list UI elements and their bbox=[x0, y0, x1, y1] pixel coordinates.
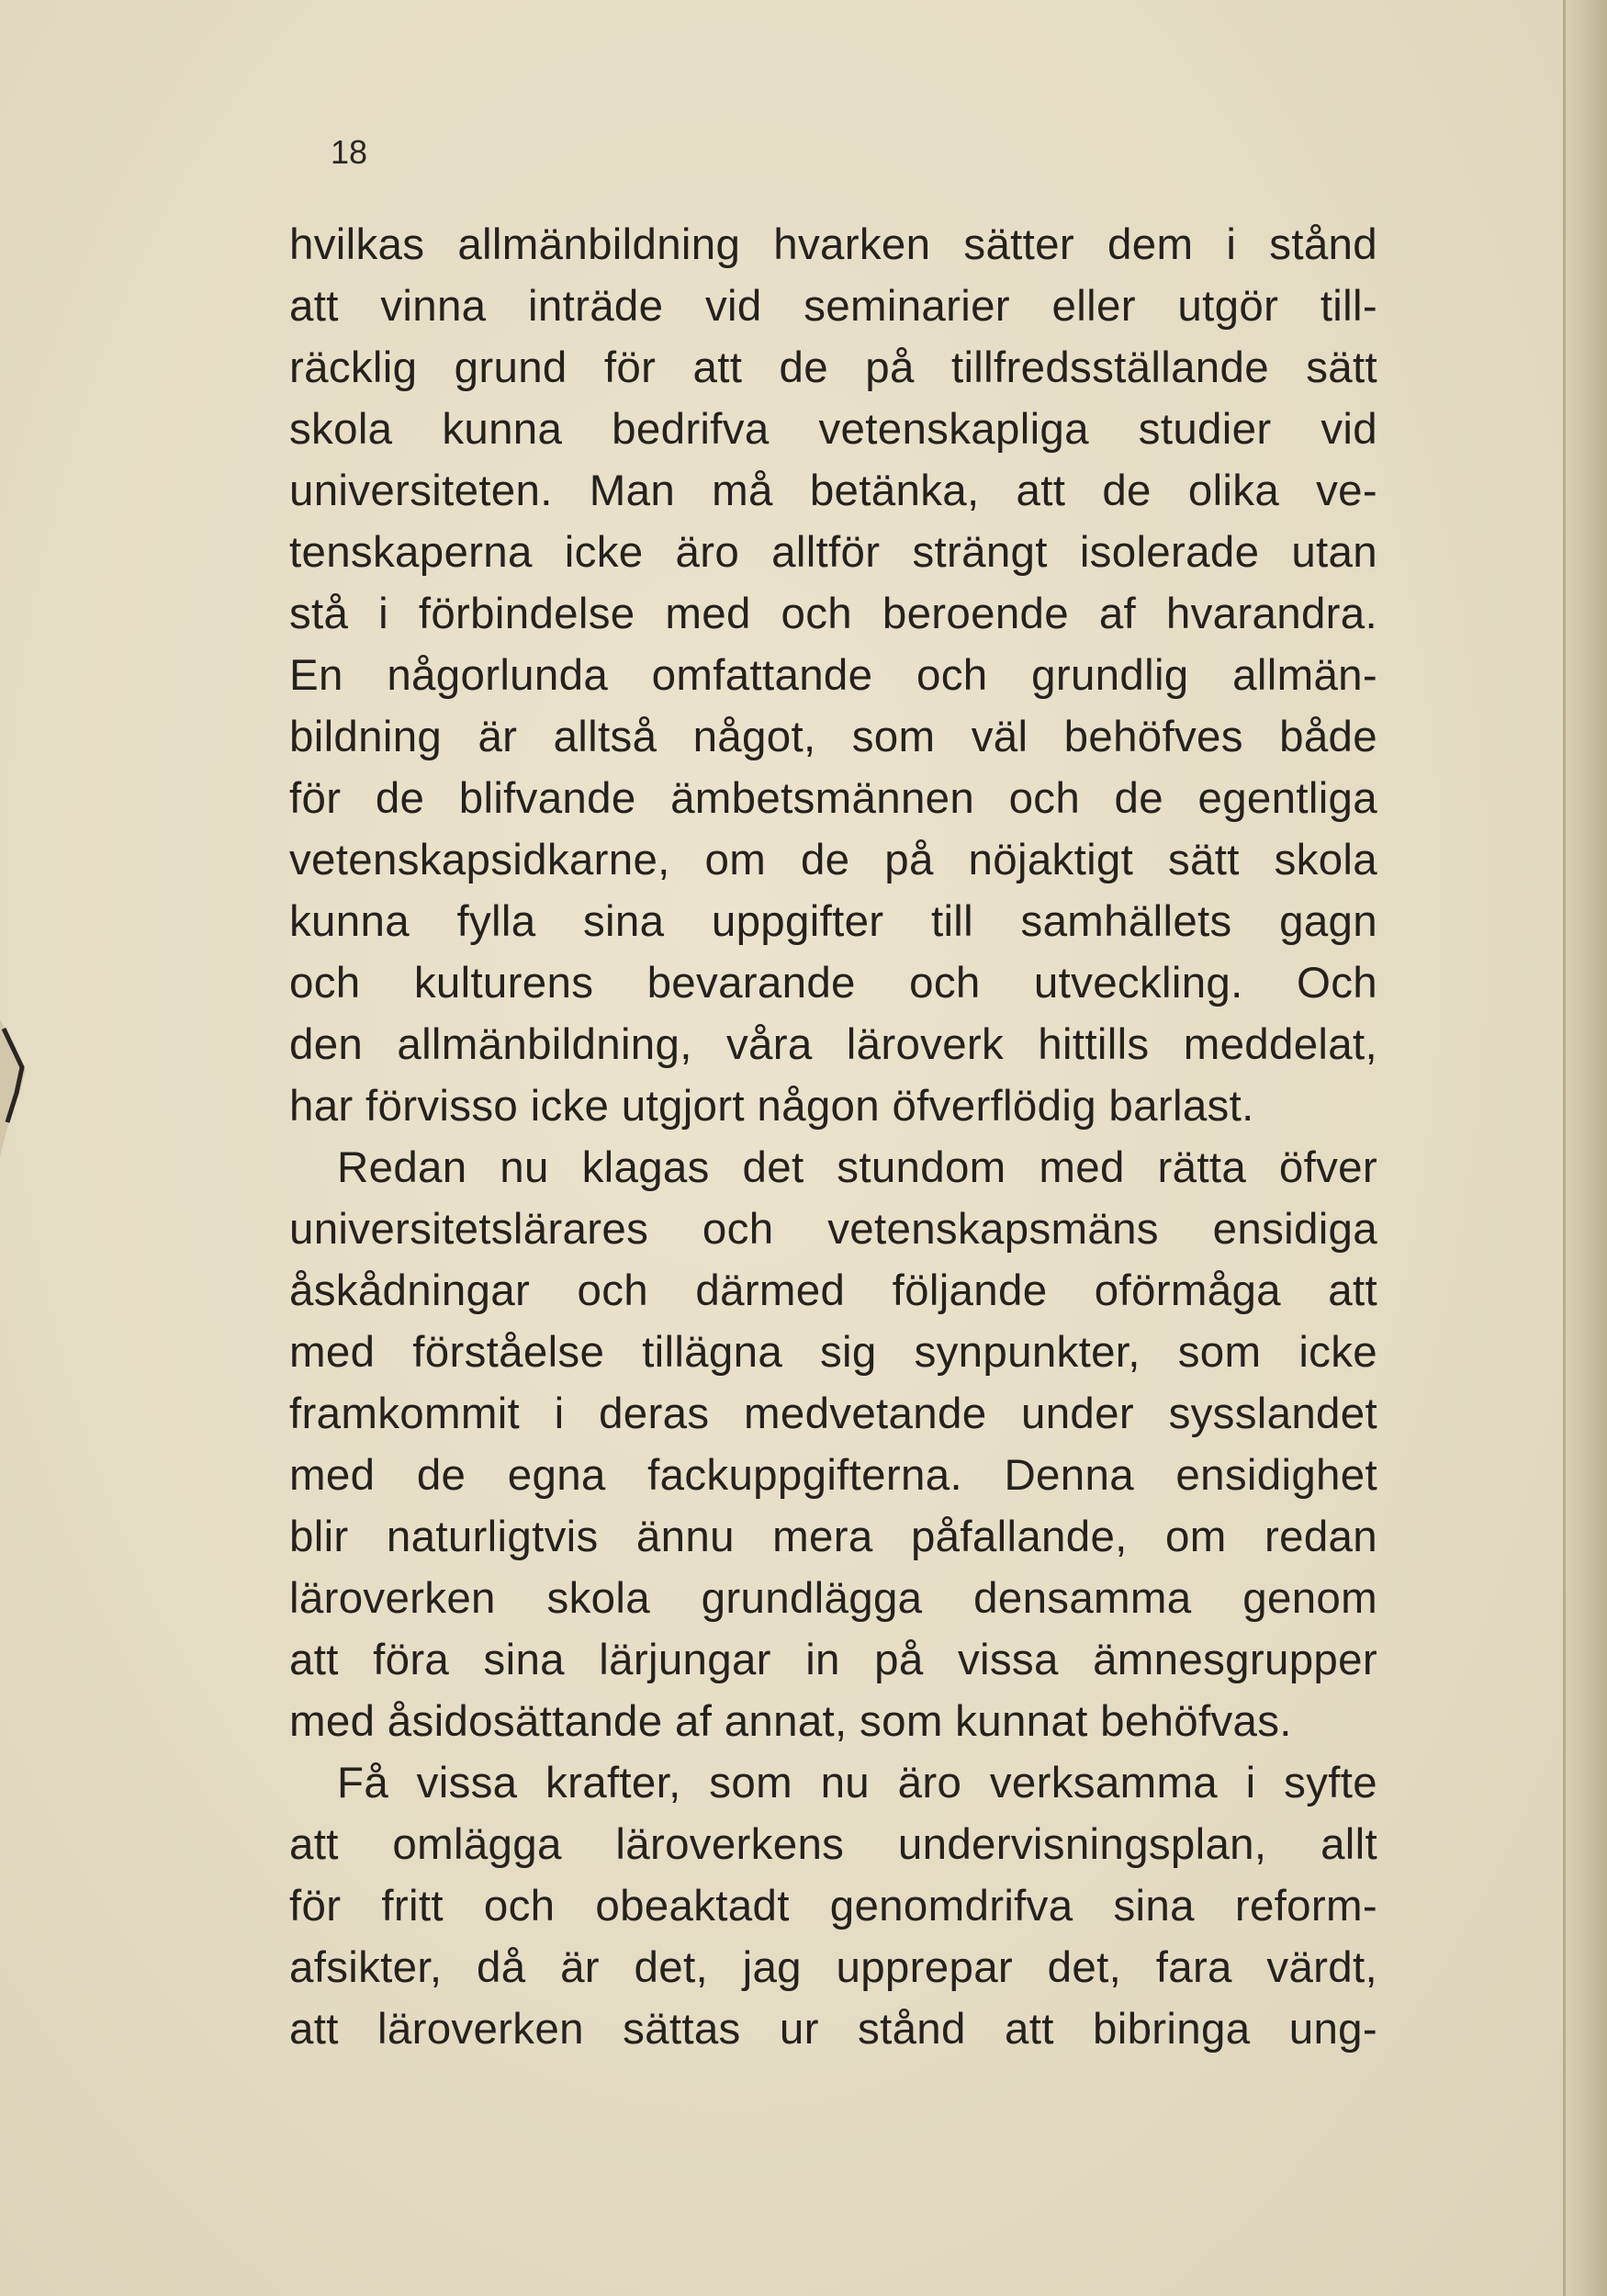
text-line: åskådningar och därmed följande oförmåga att bbox=[289, 1266, 1377, 1315]
text-line: för fritt och obeaktadt genomdrifva sina reform- bbox=[289, 1882, 1377, 1930]
text-line: för de blifvande ämbetsmännen och de egentliga bbox=[289, 774, 1377, 823]
text-line: universiteten. Man må betänka, att de olika ve- bbox=[289, 467, 1377, 515]
text-line: med förståelse tillägna sig synpunkter, som icke bbox=[289, 1328, 1377, 1377]
text-line: med åsidosättande af annat, som kunnat behöfvas. bbox=[289, 1697, 1292, 1746]
text-line: universitetslärares och vetenskapsmäns ensidiga bbox=[289, 1205, 1377, 1254]
text-line: att läroverken sättas ur stånd att bibringa ung- bbox=[289, 2005, 1377, 2054]
text-line: skola kunna bedrifva vetenskapliga studier vid bbox=[289, 405, 1377, 454]
text-line: den allmänbildning, våra läroverk hittills meddelat, bbox=[289, 1020, 1377, 1069]
text-line: Redan nu klagas det stundom med rätta öfver bbox=[337, 1143, 1377, 1192]
text-line: har förvisso icke utgjort någon öfverflödig barlast. bbox=[289, 1082, 1254, 1131]
text-line: att vinna inträde vid seminarier eller utgör till- bbox=[289, 282, 1377, 331]
text-line: bildning är alltså något, som väl behöfves både bbox=[289, 713, 1377, 761]
page-number: 18 bbox=[331, 133, 368, 171]
text-line: En någorlunda omfattande och grundlig allmän- bbox=[289, 651, 1377, 700]
text-line: tenskaperna icke äro alltför strängt isolerade utan bbox=[289, 528, 1377, 577]
text-line: och kulturens bevarande och utveckling. Och bbox=[289, 959, 1377, 1007]
text-line: att föra sina lärjungar in på vissa ämnesgrupper bbox=[289, 1636, 1377, 1684]
text-line: med de egna fackuppgifterna. Denna ensidighet bbox=[289, 1451, 1377, 1500]
page-edge bbox=[1563, 0, 1607, 2296]
text-line: räcklig grund för att de på tillfredsställande sätt bbox=[289, 343, 1377, 392]
text-line: hvilkas allmänbildning hvarken sätter dem i stånd bbox=[289, 220, 1377, 269]
text-line: att omlägga läroverkens undervisningsplan, allt bbox=[289, 1820, 1377, 1869]
page-tab-marker bbox=[0, 1019, 37, 1157]
text-line: vetenskapsidkarne, om de på nöjaktigt sätt skola bbox=[289, 836, 1377, 884]
text-line: framkommit i deras medvetande under sysslandet bbox=[289, 1390, 1377, 1438]
text-line: läroverken skola grundlägga densamma genom bbox=[289, 1574, 1377, 1623]
text-line: Få vissa krafter, som nu äro verksamma i syfte bbox=[337, 1759, 1377, 1807]
text-line: blir naturligtvis ännu mera påfallande, om redan bbox=[289, 1513, 1377, 1561]
text-line: afsikter, då är det, jag upprepar det, fara värdt, bbox=[289, 1943, 1377, 1992]
body-text bbox=[289, 214, 1377, 2060]
text-line: kunna fylla sina uppgifter till samhällets gagn bbox=[289, 897, 1377, 946]
text-line: stå i förbindelse med och beroende af hvarandra. bbox=[289, 590, 1377, 638]
